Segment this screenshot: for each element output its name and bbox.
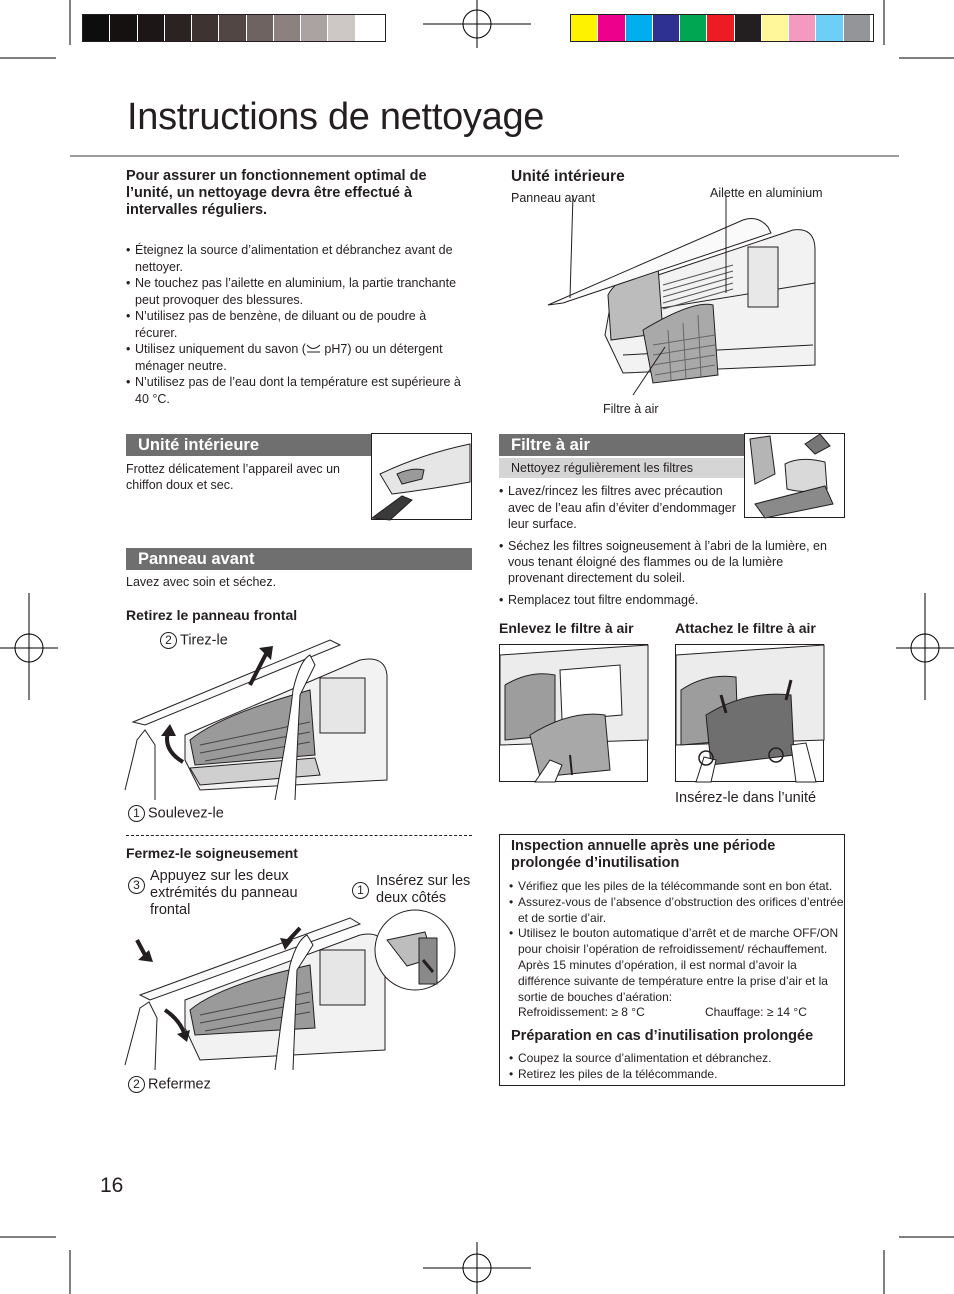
registration-mark-top — [423, 0, 531, 48]
long-disuse-list — [509, 1051, 839, 1083]
step-label: Tirez-le — [180, 632, 228, 649]
indoor-unit-illustration — [543, 205, 823, 405]
air-filter-bullets-top — [499, 483, 743, 533]
neutral-ph-icon — [306, 344, 321, 353]
section-divider — [126, 835, 472, 836]
inspection-item: • Utilisez le bouton automatique d’arrêt et de marche OFF/ON pour choisir l’opération de refroidissement/ réchauffement. Après 15 minutes d’opération, il est normal d’avoir la différence suivante de température entre la prise d’air et la sortie de bouches d’aération: — [509, 926, 844, 1005]
step-insert-sides — [352, 873, 482, 907]
remove-filter-illustration — [499, 644, 648, 782]
long-disuse-item: • Retirez les piles de la télécommande. — [509, 1067, 839, 1083]
step-number: 2 — [128, 1076, 145, 1093]
long-disuse-item: • Coupez la source d’alimentation et débranchez. — [509, 1051, 839, 1067]
step-label: Refermez — [148, 1076, 211, 1093]
inspection-list — [509, 879, 844, 1005]
inspection-title: Inspection annuelle après une période prolongée d’inutilisation — [511, 838, 776, 871]
precaution-item: • N’utilisez pas de l’eau dont la température est supérieure à 40 °C. — [126, 374, 471, 407]
inspection-box — [499, 834, 845, 1086]
wipe-unit-illustration — [371, 433, 472, 520]
intro-text: Pour assurer un fonctionnement optimal de l’unité, un nettoyage devra être effectué à intervalles réguliers. — [126, 168, 427, 218]
wash-filter-illustration — [744, 433, 845, 518]
indoor-unit-heading: Unité intérieure — [126, 434, 372, 456]
step-number: 1 — [352, 882, 369, 899]
step-number: 3 — [128, 877, 145, 894]
label-air-filter: Filtre à air — [603, 402, 659, 416]
remove-panel-title: Retirez le panneau frontal — [126, 607, 298, 623]
front-panel-text: Lavez avec soin et séchez. — [126, 575, 277, 589]
registration-mark-left — [0, 593, 58, 700]
attach-filter-illustration — [675, 644, 824, 782]
step-close — [128, 1076, 211, 1093]
filter-care-item: • Lavez/rincez les filtres avec précaution avec de l’eau afin d’éviter d’endommager leur surface. — [499, 483, 743, 533]
inspection-item: • Vérifiez que les piles de la télécommande sont en bon état. — [509, 879, 844, 895]
label-front-panel: Panneau avant — [511, 191, 596, 205]
long-disuse-title: Préparation en cas d’inutilisation prolongée — [511, 1028, 814, 1044]
step-label: Insérez sur les deux côtés — [376, 873, 471, 906]
title-rule — [70, 155, 899, 157]
precautions-list — [126, 242, 471, 407]
attach-filter-title: Attachez le filtre à air — [675, 620, 816, 636]
air-filter-bullets — [499, 538, 829, 608]
precaution-item: • Utilisez uniquement du savon ( pH7) ou un détergent ménager neutre. — [126, 341, 471, 374]
remove-filter-title: Enlevez le filtre à air — [499, 620, 634, 636]
page-number: 16 — [100, 1174, 124, 1197]
unit-diagram-title: Unité intérieure — [511, 168, 625, 185]
step-label: Appuyez sur les deux extrémités du panneau frontal — [150, 868, 298, 918]
step-lift — [128, 805, 224, 822]
cooling-delta: Refroidissement: ≥ 8 °C — [518, 1005, 645, 1019]
remove-panel-illustration — [125, 640, 390, 800]
registration-mark-bottom — [423, 1242, 531, 1294]
step-label: Soulevez-le — [148, 805, 224, 822]
air-filter-heading: Filtre à air — [499, 434, 745, 456]
filter-care-item: • Remplacez tout filtre endommagé. — [499, 592, 829, 608]
indoor-unit-text: Frottez délicatement l’appareil avec un chiffon doux et sec. — [126, 462, 341, 492]
close-panel-title: Fermez-le soigneusement — [126, 845, 298, 861]
step-number: 2 — [160, 632, 177, 649]
filter-care-item: • Séchez les filtres soigneusement à l’abri de la lumière, en vous tenant éloigné des flammes ou de la lumière provenant directement du soleil. — [499, 538, 829, 586]
precaution-item: • N’utilisez pas de benzène, de diluant ou de poudre à récurer. — [126, 308, 471, 341]
registration-mark-right — [896, 593, 954, 700]
heating-delta: Chauffage: ≥ 14 °C — [705, 1005, 807, 1019]
page-title: Instructions de nettoyage — [127, 96, 545, 138]
label-aluminium-fin: Ailette en aluminium — [710, 186, 823, 200]
inspection-item: • Assurez-vous de l’absence d’obstruction des orifices d’entrée et de sortie d’air. — [509, 895, 844, 927]
close-panel-illustration — [125, 910, 460, 1070]
step-number: 1 — [128, 805, 145, 822]
air-filter-subheading: Nettoyez régulièrement les filtres — [499, 458, 745, 478]
insert-filter-caption: Insérez-le dans l’unité — [675, 790, 817, 806]
front-panel-heading: Panneau avant — [126, 548, 472, 570]
precaution-item: • Ne touchez pas l’ailette en aluminium, la partie tranchante peut provoquer des blessures. — [126, 275, 471, 308]
precaution-item: • Éteignez la source d’alimentation et débranchez avant de nettoyer. — [126, 242, 471, 275]
